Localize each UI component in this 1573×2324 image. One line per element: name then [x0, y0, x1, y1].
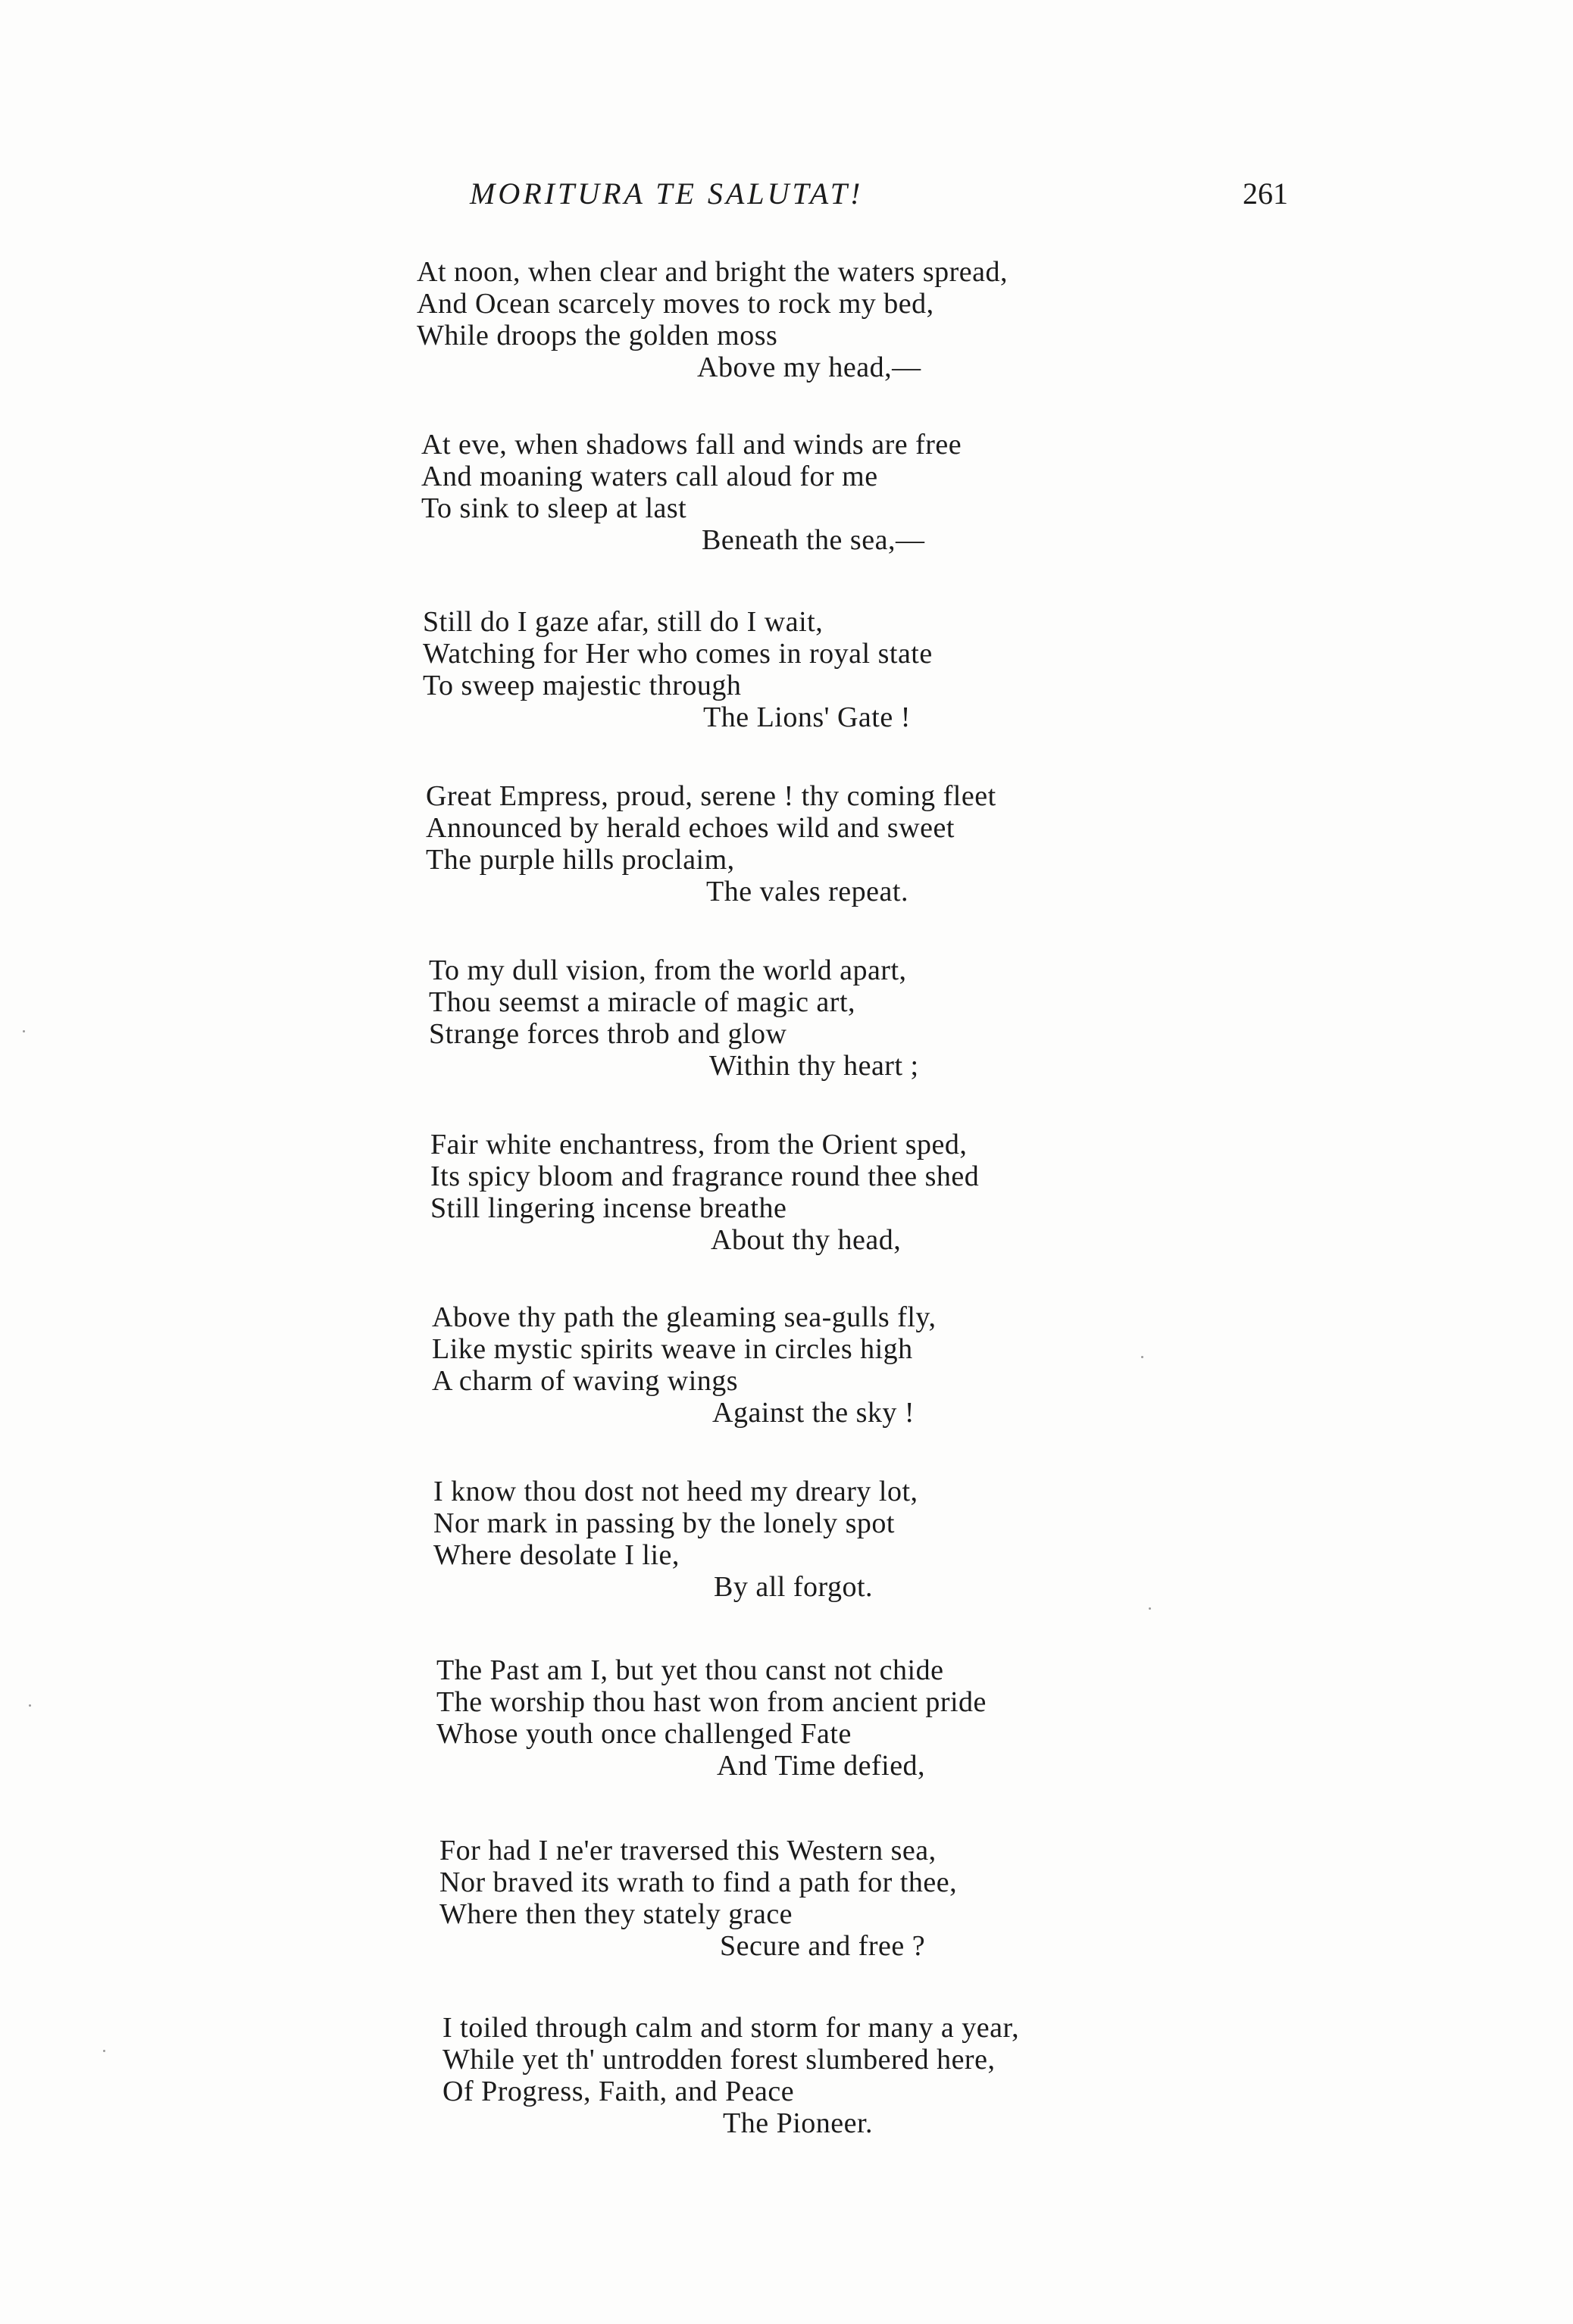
poem-line: Great Empress, proud, serene ! thy coming fleet [426, 780, 996, 812]
poem-refrain-line: The Lions' Gate ! [703, 701, 911, 733]
poem-refrain-line: Above my head,— [697, 351, 921, 383]
stanza-3 [423, 606, 933, 733]
running-title: MORITURA TE SALUTAT! [470, 176, 864, 211]
poem-line: Above thy path the gleaming sea-gulls fly, [432, 1301, 937, 1333]
poem-line: To sink to sleep at last [421, 492, 687, 524]
poem-line: At noon, when clear and bright the waters spread, [417, 256, 1009, 288]
poem-line: To my dull vision, from the world apart, [429, 954, 907, 986]
stanza-9 [436, 1654, 987, 1782]
page-number: 261 [1243, 176, 1288, 211]
poem-line: The worship thou hast won from ancient pride [436, 1686, 987, 1718]
poem-line: Like mystic spirits weave in circles high [432, 1333, 913, 1365]
stanza-2 [421, 429, 962, 556]
stanza-6 [430, 1129, 979, 1256]
poem-refrain-line: The Pioneer. [723, 2107, 874, 2139]
poem-line: Of Progress, Faith, and Peace [443, 2076, 795, 2107]
stanza-5 [429, 954, 919, 1082]
poem-refrain-line: And Time defied, [717, 1750, 926, 1782]
poem-line: Nor mark in passing by the lonely spot [433, 1507, 895, 1539]
poem-line: Still do I gaze afar, still do I wait, [423, 606, 824, 638]
poem-line: The purple hills proclaim, [426, 844, 735, 876]
poem-line: Where then they stately grace [439, 1898, 793, 1930]
scan-speck [1149, 1607, 1151, 1610]
poem-line: Its spicy bloom and fragrance round thee shed [430, 1160, 980, 1192]
poem-line: For had I ne'er traversed this Western sea, [439, 1835, 937, 1866]
scan-speck [29, 1704, 31, 1707]
poem-line: Fair white enchantress, from the Orient sped, [430, 1129, 968, 1160]
poem-line: Still lingering incense breathe [430, 1192, 787, 1224]
poem-refrain-line: Secure and free ? [720, 1930, 926, 1962]
poem-line: Strange forces throb and glow [429, 1018, 787, 1050]
poem-line: And Ocean scarcely moves to rock my bed, [417, 288, 934, 320]
poem-line: Whose youth once challenged Fate [436, 1718, 852, 1750]
poem-line: And moaning waters call aloud for me [421, 461, 878, 492]
poem-line: Thou seemst a miracle of magic art, [429, 986, 856, 1018]
stanza-7 [432, 1301, 936, 1429]
poem-refrain-line: Beneath the sea,— [702, 524, 925, 556]
poem-line: Watching for Her who comes in royal state [423, 638, 933, 670]
poem-refrain-line: Against the sky ! [712, 1397, 915, 1429]
poem-refrain-line: About thy head, [711, 1224, 902, 1256]
scan-speck [23, 1030, 25, 1032]
stanza-11 [443, 2012, 1019, 2139]
poem-line: I know thou dost not heed my dreary lot, [433, 1476, 918, 1507]
poem-line: Nor braved its wrath to find a path for thee, [439, 1866, 958, 1898]
poem-refrain-line: By all forgot. [714, 1571, 874, 1603]
poem-refrain-line: Within thy heart ; [709, 1050, 919, 1082]
poem-line: The Past am I, but yet thou canst not chide [436, 1654, 944, 1686]
poem-line: To sweep majestic through [423, 670, 742, 701]
stanza-10 [439, 1835, 957, 1962]
stanza-8 [433, 1476, 918, 1603]
poem-line: While yet th' untrodden forest slumbered here, [443, 2044, 996, 2076]
poem-line: At eve, when shadows fall and winds are free [421, 429, 962, 461]
stanza-4 [426, 780, 996, 907]
poem-line: A charm of waving wings [432, 1365, 739, 1397]
scan-speck [103, 2050, 105, 2052]
poem-refrain-line: The vales repeat. [706, 876, 908, 907]
poem-line: Where desolate I lie, [433, 1539, 680, 1571]
scan-speck [1141, 1356, 1143, 1358]
stanza-1 [417, 256, 1008, 383]
poem-line: Announced by herald echoes wild and sweet [426, 812, 955, 844]
poem-line: I toiled through calm and storm for many a year, [443, 2012, 1020, 2044]
poem-line: While droops the golden moss [417, 320, 778, 351]
